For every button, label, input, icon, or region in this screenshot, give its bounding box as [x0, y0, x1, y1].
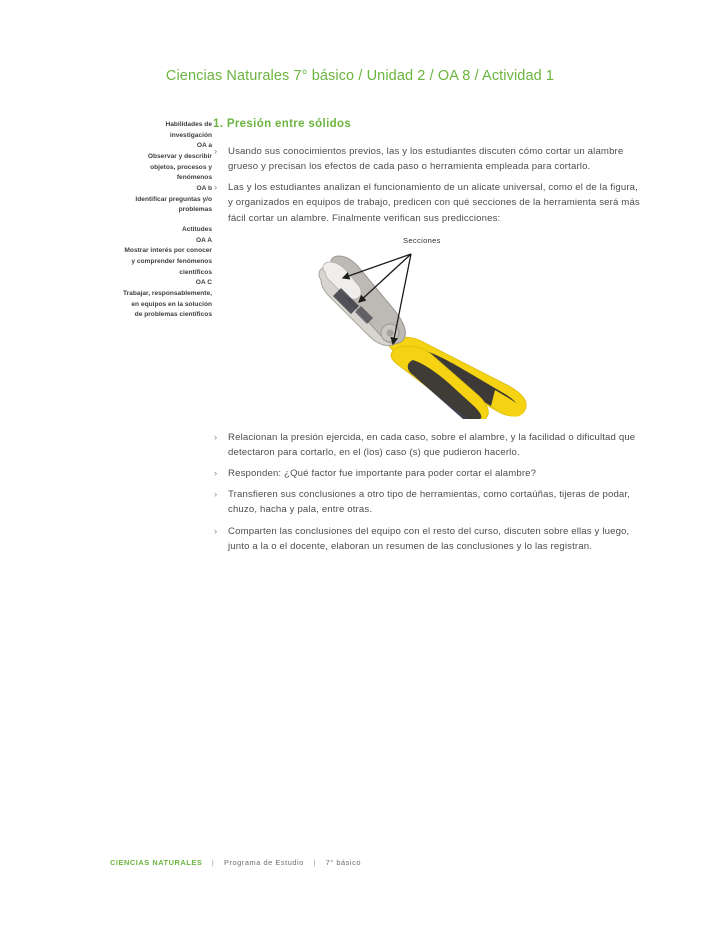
list-item	[213, 180, 645, 225]
sidebar-line: en equipos en la solución	[131, 300, 212, 308]
footer-level: 7° básico	[325, 858, 362, 867]
sidebar-line: fenómenos	[176, 174, 212, 182]
sidebar-line: objetos, procesos y	[150, 163, 212, 171]
footer-separator: |	[313, 858, 316, 867]
sidebar-line: Actitudes	[181, 226, 212, 234]
sidebar-group-actitudes	[60, 225, 212, 321]
chevron-right-icon: ›	[214, 146, 218, 157]
pliers-illustration	[273, 244, 573, 419]
sidebar-spacer	[60, 216, 212, 225]
sidebar-line: OA a	[196, 142, 212, 150]
footer-brand: CIENCIAS NATURALES	[110, 858, 203, 867]
list-item	[213, 487, 645, 517]
activity-title: 1. Presión entre sólidos	[213, 118, 352, 130]
activity-steps-bottom	[213, 430, 645, 554]
list-item-text: Comparten las conclusiones del equipo con el resto del curso, discuten sobre ellas y luego, junto a la o el docente, elaboran un resumen de las conclusiones y lo las registran.	[228, 525, 630, 552]
sidebar-line: de problemas científicos	[134, 311, 212, 319]
figure-alicate	[213, 236, 645, 426]
list-item-text: Transfieren sus conclusiones a otro tipo de herramientas, como cortaúñas, tijeras de podar, chuzo, hacha y pala, entre otras.	[228, 489, 631, 516]
sidebar-line: problemas	[178, 206, 212, 214]
figure-label-secciones: Secciones	[403, 235, 441, 245]
page-title: Ciencias Naturales 7° básico / Unidad 2 / OA 8 / Actividad 1	[165, 68, 555, 84]
main-content	[213, 118, 645, 560]
pliers-pivot-center	[387, 329, 394, 336]
list-item	[213, 144, 645, 174]
sidebar-line: Habilidades de	[165, 121, 212, 128]
sidebar-line: OA C	[195, 279, 212, 287]
sidebar-margin-notes	[60, 120, 212, 321]
activity-steps-top	[213, 144, 645, 226]
chevron-right-icon: ›	[214, 525, 218, 537]
sidebar-group-habilidades	[60, 120, 212, 216]
list-item	[213, 430, 645, 460]
sidebar-line: Observar y describir	[147, 153, 212, 161]
list-item-text: Relacionan la presión ejercida, en cada caso, sobre el alambre, y la facilidad o dificultad que detectaron para cortarlo, en el (los) caso (s) que pudieron hacerlo.	[228, 431, 636, 458]
sidebar-line: y comprender fenómenos	[131, 258, 212, 266]
sidebar-line: Identificar preguntas y/o	[135, 195, 212, 203]
list-item-text: Usando sus conocimientos previos, las y los estudiantes discuten cómo cortar un alambre grueso y precisan los efectos de cada paso o herramienta empleada para cortarlo.	[228, 146, 624, 173]
sidebar-line: OA A	[196, 236, 212, 244]
list-item-text: Responden: ¿Qué factor fue importante para poder cortar el alambre?	[228, 468, 537, 480]
sidebar-line: científicos	[179, 268, 212, 276]
document-footer	[110, 858, 361, 867]
chevron-right-icon: ›	[214, 431, 218, 443]
sidebar-line: Trabajar, responsablemente,	[122, 290, 212, 298]
chevron-right-icon: ›	[214, 468, 218, 480]
sidebar-line: OA b	[196, 185, 212, 193]
document-header	[0, 68, 720, 84]
chevron-right-icon: ›	[214, 489, 218, 501]
list-item	[213, 466, 645, 481]
sidebar-line: Mostrar interés por conocer	[124, 247, 212, 255]
chevron-right-icon: ›	[214, 182, 218, 194]
list-item-text: Las y los estudiantes analizan el funcionamiento de un alicate universal, como el de la figura, y organizados en equipos de trabajo, predicen con qué secciones de la herramienta será más fácil cortar un alambre. Finalmente verifican sus predicciones:	[228, 182, 640, 224]
list-item	[213, 524, 645, 554]
footer-separator: |	[211, 858, 215, 867]
footer-program: Programa de Estudio	[224, 858, 304, 867]
sidebar-line: investigación	[169, 131, 212, 139]
